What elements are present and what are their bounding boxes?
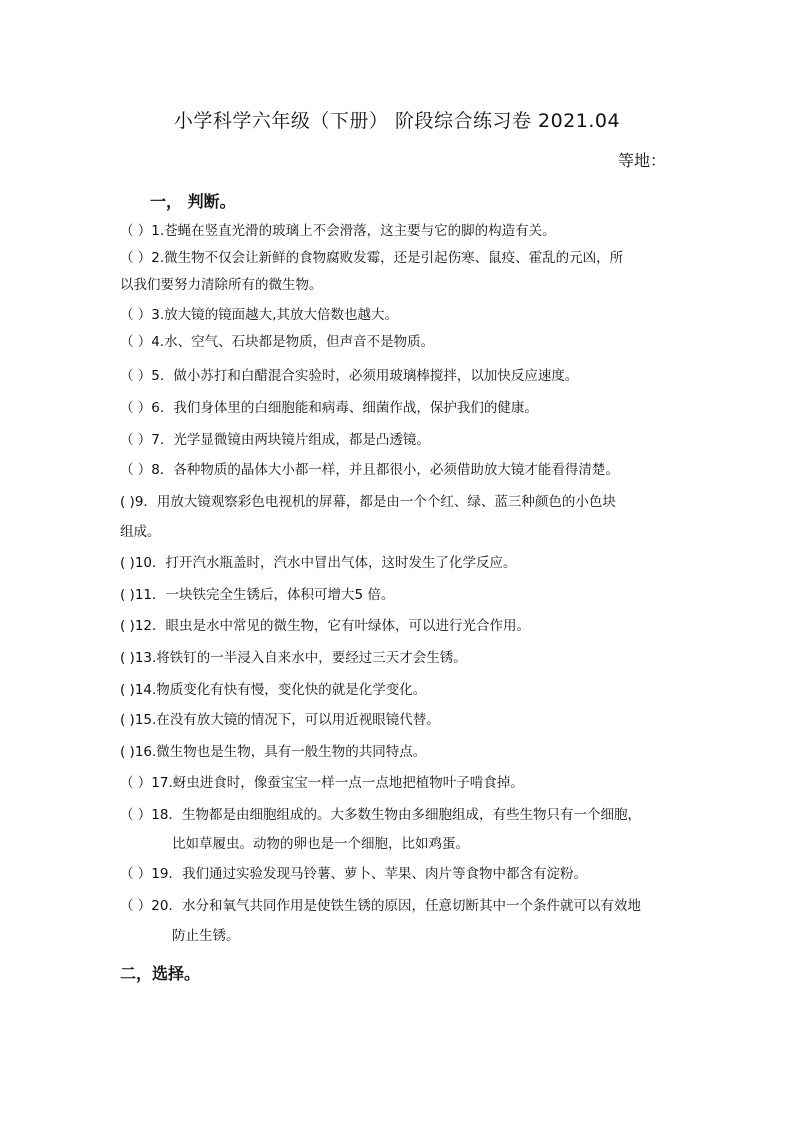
question-item (120, 614, 530, 634)
question-text-continued: 组成。 (120, 524, 161, 540)
question-item (120, 803, 641, 823)
question-item (120, 303, 398, 323)
section-judge-heading: 一， 判断。 (150, 192, 236, 211)
question-item (120, 490, 616, 510)
question-item (120, 246, 623, 266)
answer-blank[interactable]: （ ） (120, 462, 152, 478)
question-item (120, 396, 538, 416)
answer-blank[interactable]: ( ) (120, 650, 135, 666)
answer-blank[interactable]: ( ) (120, 587, 135, 603)
question-item (120, 740, 426, 760)
question-text: 17.蚜虫进食时，像蚕宝宝一样一点一点地把植物叶子啃食掉。 (151, 775, 524, 791)
question-text: 19．我们通过实验发现马铃薯、萝卜、苹果、肉片等食物中都含有淀粉。 (151, 866, 587, 882)
question-text: 14.物质变化有快有慢，变化快的就是化学变化。 (134, 682, 427, 698)
question-item (120, 894, 641, 914)
question-text: 2.微生物不仅会让新鲜的食物腐败发霉，还是引起伤寒、鼠疫、霍乱的元凶，所 (151, 250, 624, 266)
question-item (120, 771, 524, 791)
question-item (120, 551, 517, 571)
question-item (120, 330, 434, 350)
section-choice-heading: 二，选择。 (120, 964, 201, 983)
answer-blank[interactable]: ( ) (120, 712, 135, 728)
question-text: 10．打开汽水瓶盖时，汽水中冒出气体，这时发生了化学反应。 (134, 555, 517, 571)
answer-blank[interactable]: （ ） (120, 368, 152, 384)
question-item (120, 219, 556, 239)
answer-blank[interactable]: （ ） (120, 807, 152, 823)
answer-blank[interactable]: （ ） (120, 334, 152, 350)
answer-blank[interactable]: （ ） (120, 898, 152, 914)
answer-blank[interactable]: ( ) (120, 744, 135, 760)
question-text: 18．生物都是由细胞组成的。大多数生物由多细胞组成，有些生物只有一个细胞， (151, 807, 641, 823)
answer-blank[interactable]: ( ) (120, 555, 135, 571)
question-text: 7．光学显微镜由两块镜片组成，都是凸透镜。 (151, 432, 430, 448)
question-item (120, 646, 467, 666)
question-item (120, 583, 394, 603)
answer-blank[interactable]: （ ） (120, 866, 152, 882)
answer-blank[interactable]: （ ） (120, 307, 152, 323)
answer-blank[interactable]: （ ） (120, 775, 152, 791)
answer-blank[interactable]: （ ） (120, 400, 152, 416)
question-text-continued: 比如草履虫。动物的卵也是一个细胞，比如鸡蛋。 (172, 836, 469, 852)
question-text: 3.放大镜的镜面越大,其放大倍数也越大。 (151, 307, 398, 323)
question-text: 16.微生物也是生物，具有一般生物的共同特点。 (134, 744, 427, 760)
answer-blank[interactable]: ( ) (120, 618, 135, 634)
question-item (120, 862, 587, 882)
question-text: 13.将铁钉的一半浸入自来水中，要经过三天才会生锈。 (134, 650, 467, 666)
question-text-continued: 防止生锈。 (172, 928, 240, 944)
answer-blank[interactable]: （ ） (120, 432, 152, 448)
question-item (120, 364, 578, 384)
question-text: 1.苍蝇在竖直光滑的玻璃上不会滑落，这主要与它的脚的构造有关。 (151, 223, 556, 239)
question-text: 8．各种物质的晶体大小都一样，并且都很小，必须借助放大镜才能看得清楚。 (151, 462, 619, 478)
answer-blank[interactable]: ( ) (120, 682, 135, 698)
grade-label: 等地： (617, 151, 666, 170)
question-text: 12．眼虫是水中常见的微生物，它有叶绿体，可以进行光合作用。 (134, 618, 531, 634)
question-text: 9．用放大镜观察彩色电视机的屏幕，都是由一个个红、绿、蓝三种颜色的小色块 (134, 494, 616, 510)
question-text: 6．我们身体里的白细胞能和病毒、细菌作战，保护我们的健康。 (151, 400, 538, 416)
answer-blank[interactable]: （ ） (120, 250, 152, 266)
page-title: 小学科学六年级（下册） 阶段综合练习卷 2021.04 (173, 110, 621, 132)
answer-blank[interactable]: （ ） (120, 223, 152, 239)
question-item (120, 708, 440, 728)
question-item (120, 458, 619, 478)
question-item (120, 428, 430, 448)
answer-blank[interactable]: ( ) (120, 494, 135, 510)
question-text: 4.水、空气、石块都是物质，但声音不是物质。 (151, 334, 435, 350)
question-item (120, 678, 426, 698)
question-text: 11．一块铁完全生锈后，体积可增大5 倍。 (134, 587, 395, 603)
question-text: 15.在没有放大镜的情况下，可以用近视眼镜代替。 (134, 712, 440, 728)
question-text: 5．做小苏打和白醋混合实验时，必须用玻璃棒搅拌，以加快反应速度。 (151, 368, 579, 384)
question-text: 20．水分和氧气共同作用是使铁生锈的原因，任意切断其中一个条件就可以有效地 (151, 898, 641, 914)
question-text-continued: 以我们要努力清除所有的微生物。 (120, 277, 323, 293)
